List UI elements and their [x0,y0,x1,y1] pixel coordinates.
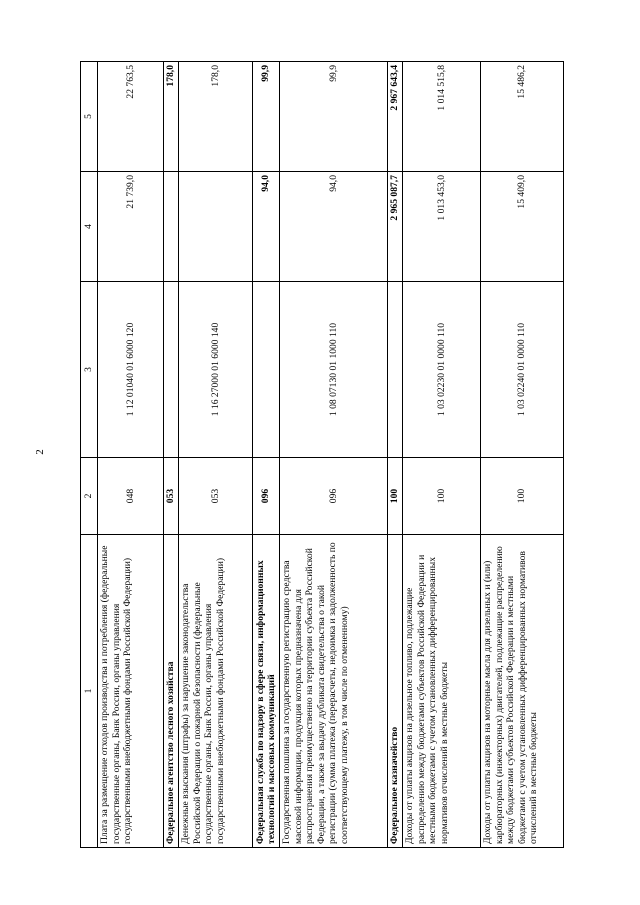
table-row-group [164,62,179,848]
rotated-table-area [80,62,560,848]
header-col-3: 3 [81,282,98,458]
table-row [98,62,164,848]
amount-col-4: 94,0 [253,172,280,282]
amount-col-4 [179,172,253,282]
header-col-4: 4 [81,172,98,282]
budget-code: 1 16 27000 01 6000 140 [179,282,253,458]
table-row [280,62,388,848]
row-description: Доходы от уплаты акцизов на моторные масла для дизельных и (или) карбюраторных (инжекторных) двигателей, подлежащие распределению между бюджетами субъектов Российской Федерации и местными бюджетами с учетом установленных дифференцированных нормативов отчислений в местные бюджеты [481,535,564,848]
header-row [81,62,98,848]
amount-col-5: 99,9 [253,62,280,172]
header-col-5: 5 [81,62,98,172]
admin-code: 096 [280,458,388,535]
header-col-1: 1 [81,535,98,848]
amount-col-4: 1 013 453,0 [403,172,481,282]
amount-col-4 [164,172,179,282]
table-row [403,62,481,848]
budget-code: 1 12 01040 01 6000 120 [98,282,164,458]
amount-col-5: 99,9 [280,62,388,172]
row-description: Государственная пошлина за государственную регистрацию средства массовой информации, продукция которых предназначена для распространения преимущественно на территории субъекта Российской Федерации, а также за выдачу дубликата свидетельства о такой регистрации (сумма платежа (перерасчеты, недоимка и задолженность по соответствующему платежу, в том числе по отмененному) [280,535,388,848]
row-description: Плата за размещение отходов производства и потребления (федеральные государственные органы, Банк России, органы управления государственными внебюджетными фондами Российской Федерации) [98,535,164,848]
table-row [179,62,253,848]
admin-code: 048 [98,458,164,535]
admin-code: 100 [388,458,403,535]
amount-col-5: 15 486,2 [481,62,564,172]
row-description: Доходы от уплаты акцизов на дизельное топливо, подлежащие распределению между бюджетами субъектов Российской Федерации и местными бюджетами с учетом установленных дифференцированных нормативов отчислений в местные бюджеты [403,535,481,848]
budget-code: 1 08 07130 01 1000 110 [280,282,388,458]
row-description: Денежные взыскания (штрафы) за нарушение законодательства Российской Федерации о пожарной безопасности (федеральные государственные органы, Банк России, органы управления государственными внебюджетными фондами Российской Федерации) [179,535,253,848]
admin-code: 100 [403,458,481,535]
revenue-table [80,61,564,848]
amount-col-5: 1 014 515,8 [403,62,481,172]
revenue-table-container [80,62,560,848]
amount-col-4: 2 965 087,7 [388,172,403,282]
budget-code: 1 03 02240 01 0000 110 [481,282,564,458]
page-number: 2 [34,449,46,455]
amount-col-5: 178,0 [164,62,179,172]
budget-code: 1 03 02230 01 0000 110 [403,282,481,458]
amount-col-5: 22 763,5 [98,62,164,172]
table-row-group [388,62,403,848]
row-description: Федеральное агентство лесного хозяйства [164,535,179,848]
admin-code: 053 [164,458,179,535]
amount-col-5: 178,0 [179,62,253,172]
admin-code: 053 [179,458,253,535]
header-col-2: 2 [81,458,98,535]
table-row-group [253,62,280,848]
admin-code: 096 [253,458,280,535]
amount-col-4: 15 409,0 [481,172,564,282]
admin-code: 100 [481,458,564,535]
budget-code [253,282,280,458]
row-description: Федеральная служба по надзору в сфере связи, информационных технологий и массовых коммуникаций [253,535,280,848]
amount-col-5: 2 967 643,4 [388,62,403,172]
row-description: Федеральное казначейство [388,535,403,848]
amount-col-4: 94,0 [280,172,388,282]
budget-code [164,282,179,458]
budget-code [388,282,403,458]
table-row [481,62,564,848]
amount-col-4: 21 739,0 [98,172,164,282]
